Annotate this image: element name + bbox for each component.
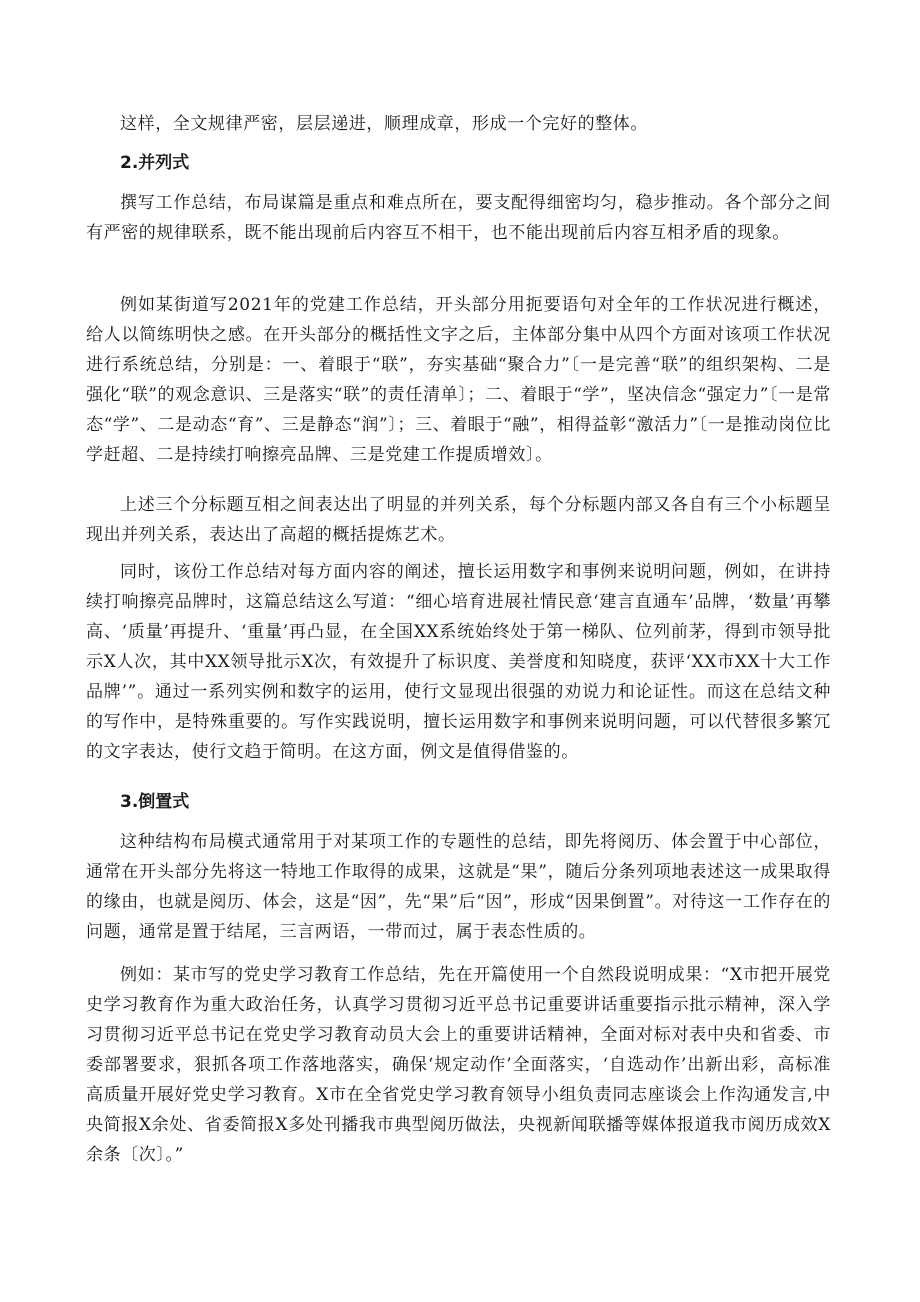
section-heading-inverted: 3.倒置式 — [120, 792, 190, 812]
paragraph: 这种结构布局模式通常用于对某项工作的专题性的总结，即先将阅历、体会置于中心部位，通常在开头部分先将这一特地工作取得的成果，这就是“果”，随后分条列项地表述这一成果取得的缘由，也就是阅历、体会，这是“因”，先“果”后“因”，形成“因果倒置”。对待这一工作存在的问题，通常是置于结尾，三言两语，一带而过，属于表态性质的。 — [86, 832, 831, 942]
paragraph: 例如某街道写2021年的党建工作总结，开头部分用扼要语句对全年的工作状况进行概述，给人以简练明快之感。在开头部分的概括性文字之后，主体部分集中从四个方面对该项工作状况进行系统总结，分别是：一、着眼于“联”，夯实基础“聚合力”〔一是完善“联”的组织架构、二是强化“联”的观念意识、三是落实“联”的责任清单〕；二、着眼于“学”，坚决信念“强定力”〔一是常态“学”、二是动态“育”、三是静态“润”〕；三、着眼于“融”，相得益彰“激活力”〔一是推动岗位比学赶超、二是持续打响擦亮品牌、三是党建工作提质增效〕。 — [86, 295, 831, 465]
section-heading-parallel: 2.并列式 — [120, 153, 190, 173]
paragraph: 同时，该份工作总结对每方面内容的阐述，擅长运用数字和事例来说明问题，例如，在讲持续打响擦亮品牌时，这篇总结这么写道：“细心培育进展社情民意‘建言直通车’品牌，‘数量’再攀高、‘质量’再提升、‘重量’再凸显，在全国XX系统始终处于第一梯队、位列前茅，得到市领导批示X人次，其中XX领导批示X次，有效提升了标识度、美誉度和知晓度，获评‘XX市XX十大工作品牌’”。通过一系列实例和数字的运用，使行文显现出很强的劝说力和论证性。而这在总结文种的写作中，是特殊重要的。写作实践说明，擅长运用数字和事例来说明问题，可以代替很多繁冗的文字表达，使行文趋于简明。在这方面，例文是值得借鉴的。 — [86, 562, 831, 762]
paragraph: 例如：某市写的党史学习教育工作总结，先在开篇使用一个自然段说明成果：“X市把开展党史学习教育作为重大政治任务，认真学习贯彻习近平总书记重要讲话重要指示批示精神，深入学习贯彻习近平总书记在党史学习教育动员大会上的重要讲话精神，全面对标对表中央和省委、市委部署要求，狠抓各项工作落地落实，确保‘规定动作’全面落实，‘自选动作’出新出彩，高标准高质量开展好党史学习教育。X市在全省党史学习教育领导小组负责同志座谈会上作沟通发言,中央简报X余处、省委简报X多处刊播我市典型阅历做法，央视新闻联播等媒体报道我市阅历成效X余条〔次〕。” — [86, 965, 831, 1165]
paragraph: 上述三个分标题互相之间表达出了明显的并列关系，每个分标题内部又各自有三个小标题呈现出并列关系，表达出了高超的概括提炼艺术。 — [86, 495, 831, 545]
paragraph: 撰写工作总结，布局谋篇是重点和难点所在，要支配得细密均匀，稳步推动。各个部分之间有严密的规律联系，既不能出现前后内容互不相干，也不能出现前后内容互相矛盾的现象。 — [86, 193, 831, 243]
paragraph: 这样，全文规律严密，层层递进，顺理成章，形成一个完好的整体。 — [120, 114, 648, 134]
